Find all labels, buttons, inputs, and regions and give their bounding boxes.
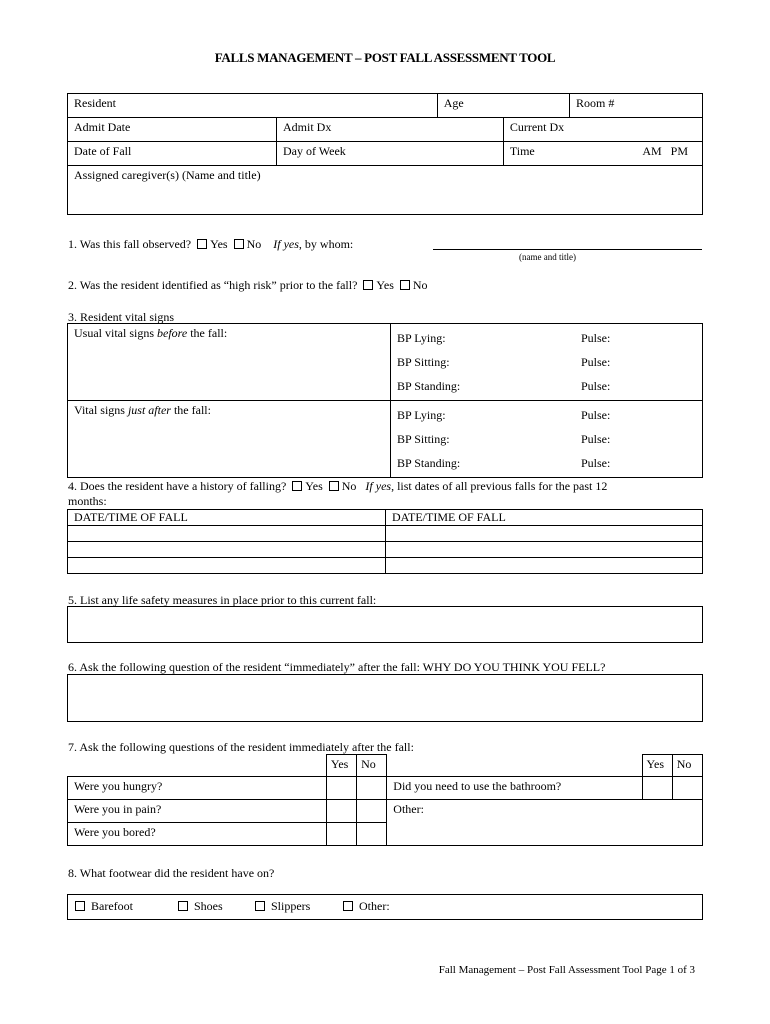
q7-pain: Were you in pain? bbox=[68, 800, 327, 823]
q1-if-yes: If yes bbox=[273, 237, 299, 251]
q7-pain-no[interactable] bbox=[357, 800, 387, 823]
q1-text: 1. Was this fall observed? bbox=[68, 237, 192, 251]
q7-hungry-yes[interactable] bbox=[326, 777, 356, 800]
q1-caption: (name and title) bbox=[519, 252, 576, 262]
q7-no-header: No bbox=[357, 755, 387, 777]
q7-bathroom-yes[interactable] bbox=[642, 777, 672, 800]
shoes-checkbox[interactable] bbox=[178, 901, 188, 911]
history-cell[interactable] bbox=[386, 542, 703, 558]
page-footer: Fall Management – Post Fall Assessment Tool Page 1 of 3 bbox=[438, 964, 695, 976]
q7-bathroom-no[interactable] bbox=[672, 777, 702, 800]
q7-yes-header: Yes bbox=[326, 755, 356, 777]
pulse-label: Pulse: bbox=[581, 408, 611, 422]
q7-pain-yes[interactable] bbox=[326, 800, 356, 823]
admit-date-field[interactable]: Admit Date bbox=[68, 118, 277, 142]
bp-sitting-label: BP Sitting: bbox=[397, 355, 450, 369]
resident-questions-table bbox=[67, 754, 703, 846]
q1-yes-label: Yes bbox=[210, 237, 228, 251]
history-cell[interactable] bbox=[68, 558, 386, 574]
caregiver-field[interactable]: Assigned caregiver(s) (Name and title) bbox=[68, 166, 703, 215]
q1-by-whom: , by whom: bbox=[298, 237, 354, 251]
q2-row bbox=[68, 278, 428, 293]
q4-yes-checkbox[interactable] bbox=[292, 481, 302, 491]
history-cell[interactable] bbox=[68, 526, 386, 542]
q1-row bbox=[68, 237, 353, 252]
page-title: FALLS MANAGEMENT – POST FALL ASSESSMENT TOOL bbox=[214, 50, 556, 65]
q2-no-checkbox[interactable] bbox=[400, 280, 410, 290]
after-vitals-values[interactable] bbox=[391, 401, 703, 478]
pulse-label: Pulse: bbox=[581, 355, 611, 369]
q2-yes-checkbox[interactable] bbox=[363, 280, 373, 290]
q7-hungry-no[interactable] bbox=[357, 777, 387, 800]
q7-no-header: No bbox=[672, 755, 702, 777]
room-field[interactable]: Room # bbox=[570, 94, 703, 118]
history-cell[interactable] bbox=[386, 526, 703, 542]
q7-text: 7. Ask the following questions of the resident immediately after the fall: bbox=[68, 740, 414, 754]
q7-bored: Were you bored? bbox=[68, 823, 327, 846]
pm-option[interactable]: PM bbox=[670, 144, 688, 158]
q2-no-label: No bbox=[412, 278, 428, 292]
q4-no-label: No bbox=[341, 479, 357, 493]
q1-no-label: No bbox=[246, 237, 262, 251]
pulse-label: Pulse: bbox=[581, 379, 611, 393]
q7-other[interactable]: Other: bbox=[387, 800, 703, 846]
slippers-checkbox[interactable] bbox=[255, 901, 265, 911]
bp-standing-label: BP Standing: bbox=[397, 379, 461, 393]
q3-text: 3. Resident vital signs bbox=[68, 310, 174, 324]
vital-signs-table bbox=[67, 323, 703, 478]
age-field[interactable]: Age bbox=[437, 94, 569, 118]
bp-lying-label: BP Lying: bbox=[397, 331, 446, 345]
resident-field[interactable]: Resident bbox=[68, 94, 438, 118]
q2-text: 2. Was the resident identified as “high risk” prior to the fall? bbox=[68, 278, 358, 292]
q6-answer-box[interactable] bbox=[67, 674, 703, 722]
footwear-box bbox=[67, 894, 703, 920]
q6-text: 6. Ask the following question of the resident “immediately” after the fall: WHY DO YOU THINK YOU FELL? bbox=[68, 660, 606, 674]
pulse-label: Pulse: bbox=[581, 432, 611, 446]
usual-vitals-label: Usual vital signs before the fall: bbox=[68, 324, 391, 401]
resident-info-table bbox=[67, 93, 703, 215]
q4-text-wrap: months: bbox=[68, 494, 107, 508]
q4-text-post: , list dates of all previous falls for the past 12 bbox=[391, 479, 608, 493]
history-cell[interactable] bbox=[68, 542, 386, 558]
q4-text: 4. Does the resident have a history of falling? bbox=[68, 479, 287, 493]
am-option[interactable]: AM bbox=[642, 144, 662, 158]
pulse-label: Pulse: bbox=[581, 331, 611, 345]
footwear-other[interactable]: Other: bbox=[343, 899, 390, 914]
q4-row bbox=[68, 479, 748, 494]
q2-yes-label: Yes bbox=[376, 278, 394, 292]
q1-yes-checkbox[interactable] bbox=[197, 239, 207, 249]
q4-yes-label: Yes bbox=[305, 479, 323, 493]
history-col1-header: DATE/TIME OF FALL bbox=[68, 510, 386, 526]
admit-dx-field[interactable]: Admit Dx bbox=[277, 118, 504, 142]
after-vitals-label: Vital signs just after the fall: bbox=[68, 401, 391, 478]
history-col2-header: DATE/TIME OF FALL bbox=[386, 510, 703, 526]
bp-lying-label: BP Lying: bbox=[397, 408, 446, 422]
date-of-fall-field[interactable]: Date of Fall bbox=[68, 142, 277, 166]
current-dx-field[interactable]: Current Dx bbox=[503, 118, 702, 142]
q1-answer-line[interactable] bbox=[433, 249, 702, 250]
q7-bathroom: Did you need to use the bathroom? bbox=[387, 777, 642, 800]
time-label: Time bbox=[509, 144, 535, 158]
history-cell[interactable] bbox=[386, 558, 703, 574]
footwear-shoes[interactable]: Shoes bbox=[178, 899, 223, 914]
q4-no-checkbox[interactable] bbox=[329, 481, 339, 491]
q8-text: 8. What footwear did the resident have on? bbox=[68, 866, 275, 880]
pulse-label: Pulse: bbox=[581, 456, 611, 470]
usual-vitals-values[interactable] bbox=[391, 324, 703, 401]
fall-history-table bbox=[67, 509, 703, 574]
q7-bored-yes[interactable] bbox=[326, 823, 356, 846]
time-field[interactable] bbox=[503, 142, 702, 166]
q4-if-yes: If yes bbox=[365, 479, 392, 493]
footwear-slippers[interactable]: Slippers bbox=[255, 899, 310, 914]
footwear-barefoot[interactable]: Barefoot bbox=[75, 899, 133, 914]
q5-answer-box[interactable] bbox=[67, 606, 703, 643]
bp-sitting-label: BP Sitting: bbox=[397, 432, 450, 446]
bp-standing-label: BP Standing: bbox=[397, 456, 461, 470]
other-checkbox[interactable] bbox=[343, 901, 353, 911]
q5-text: 5. List any life safety measures in place prior to this current fall: bbox=[68, 593, 377, 607]
q7-bored-no[interactable] bbox=[357, 823, 387, 846]
day-of-week-field[interactable]: Day of Week bbox=[277, 142, 504, 166]
barefoot-checkbox[interactable] bbox=[75, 901, 85, 911]
q1-no-checkbox[interactable] bbox=[234, 239, 244, 249]
q7-hungry: Were you hungry? bbox=[68, 777, 327, 800]
q7-yes-header: Yes bbox=[642, 755, 672, 777]
